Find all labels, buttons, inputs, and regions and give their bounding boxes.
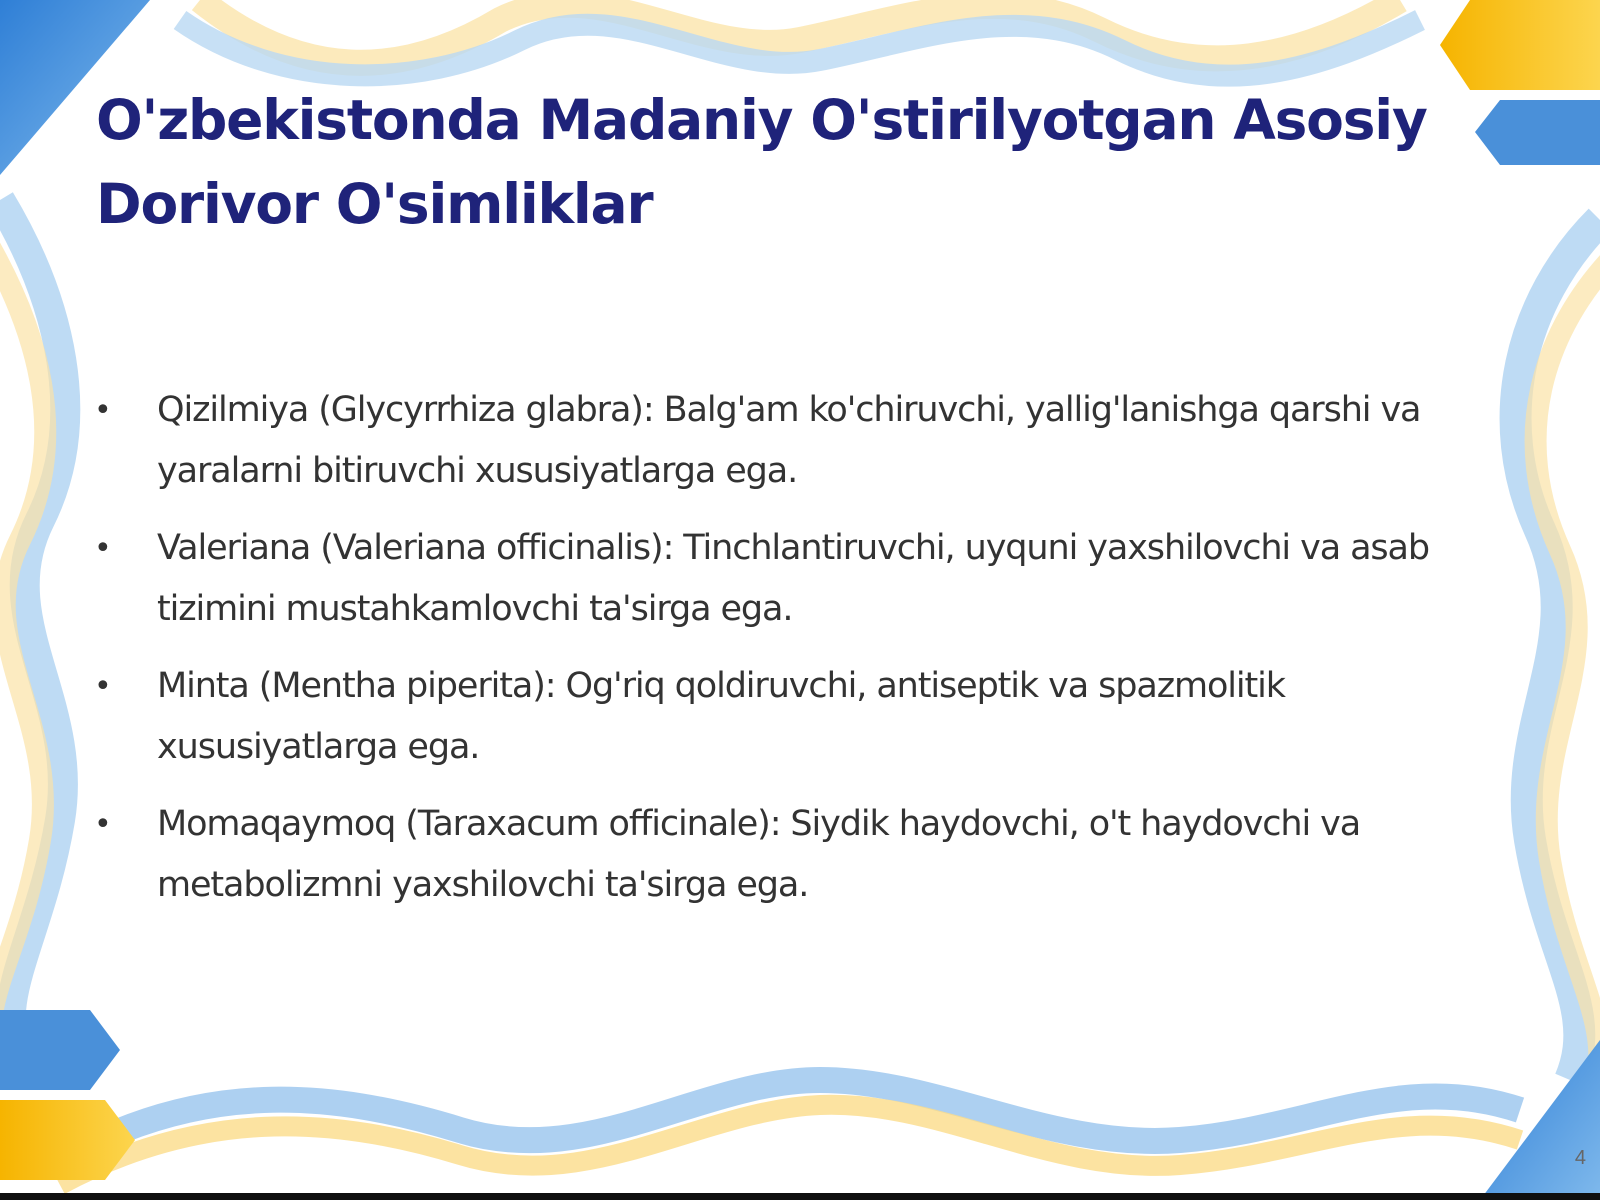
bullet-text: Qizilmiya (Glycyrrhiza glabra): Balg'am ko'chiruvchi, yallig'lanishga qarshi va yaralarni bitiruvchi xususiyatlarga ega.: [157, 390, 1421, 491]
bullet-item-minta: [92, 656, 1472, 778]
bullet-point-icon: •: [94, 531, 111, 566]
bullet-list: [92, 380, 1472, 932]
bullet-text: Momaqaymoq (Taraxacum officinale): Siydik haydovchi, o't haydovchi va metabolizmni yaxshilovchi ta'sirga ega.: [157, 804, 1361, 905]
bullet-item-momaqaymoq: [92, 794, 1472, 916]
bottom-edge-bar: [0, 1193, 1600, 1200]
top-right-blue-tab: [1475, 100, 1600, 165]
top-right-yellow-tab: [1440, 0, 1600, 90]
bullet-item-qizilmiya: [92, 380, 1472, 502]
bullet-point-icon: •: [94, 669, 111, 704]
bullet-item-valeriana: [92, 518, 1472, 640]
bullet-text: Valeriana (Valeriana officinalis): Tinchlantiruvchi, uyquni yaxshilovchi va asab tizimini mustahkamlovchi ta'sirga ega.: [157, 528, 1430, 629]
bullet-text: Minta (Mentha piperita): Og'riq qoldiruvchi, antiseptik va spazmolitik xususiyatlarga ega.: [157, 666, 1285, 767]
bullet-point-icon: •: [94, 807, 111, 842]
bottom-left-blue-tab: [0, 1010, 120, 1090]
bottom-right-corner-shape: [1480, 1040, 1600, 1200]
bullet-point-icon: •: [94, 393, 111, 428]
slide-title: O'zbekistonda Madaniy O'stirilyotgan Asosiy Dorivor O'simliklar: [96, 88, 1427, 236]
page-number: 4: [1574, 1147, 1586, 1169]
